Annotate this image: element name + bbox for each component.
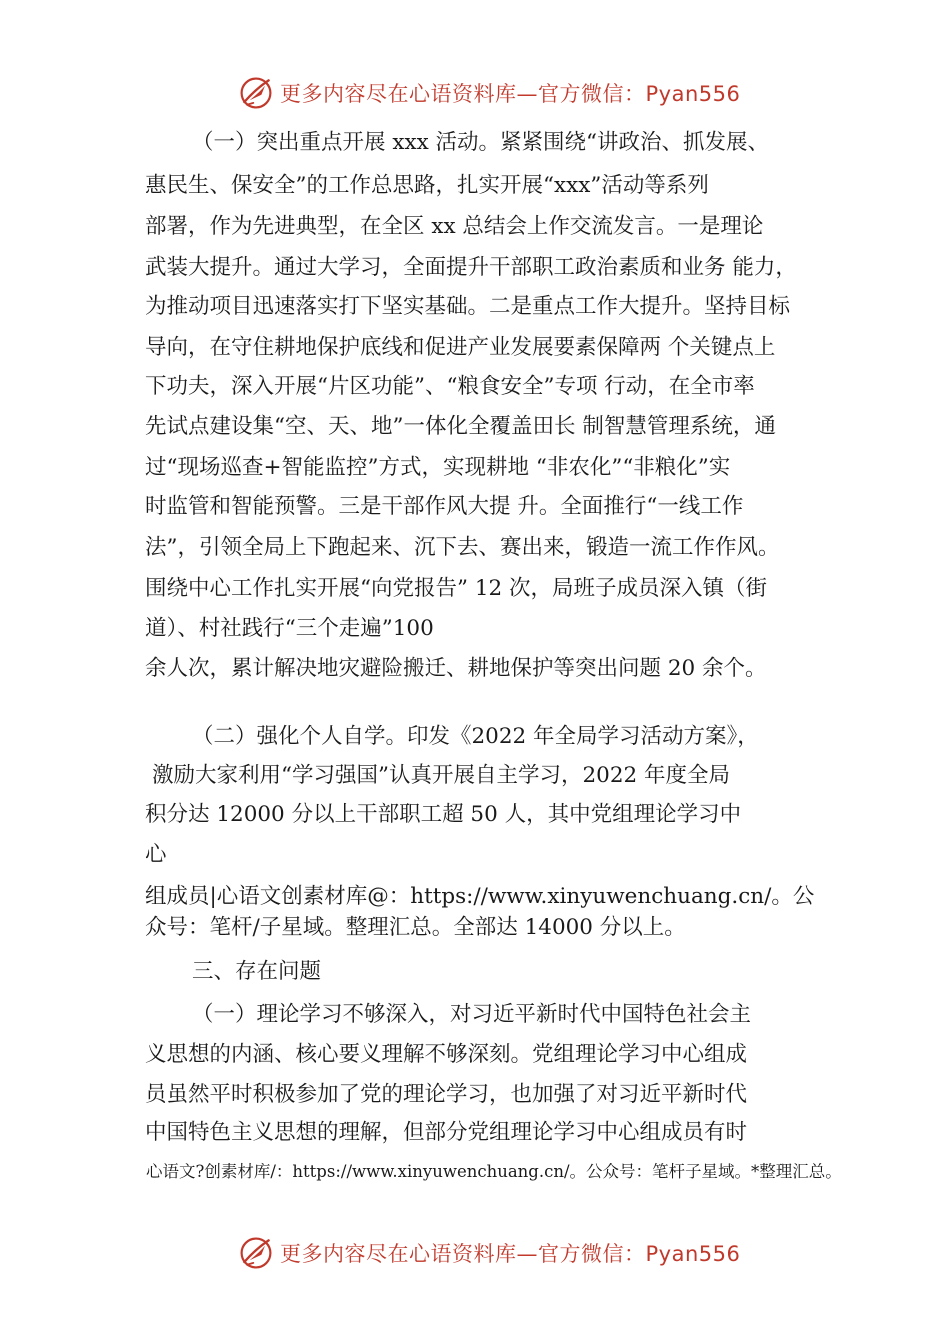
banner-text: 更多内容尽在心语资料库—官方微信：Pyan556	[280, 1242, 741, 1266]
body-line-16: 激励大家利用“学习强国”认真开展自主学习，2022 年度全局	[152, 763, 731, 788]
body-line-1: （一）突出重点开展 xxx 活动。紧紧围绕“讲政治、抓发展、	[192, 130, 770, 155]
body-line-10: 时监管和智能预警。三是干部作风大提 升。全面推行“一线工作	[145, 494, 744, 519]
body-line-7: 下功夫，深入开展“片区功能”、“粮食安全”专项 行动，在全市率	[145, 374, 755, 399]
feather-signature-logo-icon	[238, 75, 274, 111]
body-line-3: 部署，作为先进典型，在全区 xx 总结会上作交流发言。一是理论	[145, 214, 764, 239]
body-line-25: 中国特色主义思想的理解，但部分党组理论学习中心组成员有时	[145, 1120, 748, 1145]
footer-note: 心语文?创素材库/：https://www.xinyuwenchuang.cn/。公众号：笔杆子星域。*整理汇总。	[146, 1162, 842, 1181]
body-line-18: 心	[145, 842, 167, 867]
body-line-11: 法”，引领全局上下跑起来、沉下去、赛出来，锻造一流工作作风。	[145, 535, 780, 560]
body-line-22: （一）理论学习不够深入，对习近平新时代中国特色社会主	[192, 1002, 752, 1027]
body-line-20: 众号：笔杆/子星域。整理汇总。全部达 14000 分以上。	[145, 915, 686, 940]
body-line-15: （二）强化个人自学。印发《2022 年全局学习活动方案》，	[192, 724, 759, 749]
feather-signature-logo-icon	[238, 1235, 274, 1271]
body-line-5: 为推动项目迅速落实打下坚实基础。二是重点工作大提升。坚持目标	[145, 294, 791, 319]
body-line-17: 积分达 12000 分以上干部职工超 50 人，其中党组理论学习中	[145, 802, 742, 827]
body-line-6: 导向，在守住耕地保护底线和促进产业发展要素保障两 个关键点上	[145, 335, 776, 360]
body-line-9: 过“现场巡查+智能监控”方式，实现耕地 “非农化”“非粮化”实	[145, 455, 731, 480]
section-heading-problems: 三、存在问题	[192, 959, 322, 984]
body-line-24: 员虽然平时积极参加了党的理论学习，也加强了对习近平新时代	[145, 1082, 748, 1107]
body-line-12: 围绕中心工作扎实开展“向党报告” 12 次，局班子成员深入镇（街	[145, 576, 768, 601]
body-line-4: 武装大提升。通过大学习，全面提升干部职工政治素质和业务 能力，	[145, 255, 797, 280]
body-line-19: 组成员|心语文创素材库@：https://www.xinyuwenchuang.cn/。公	[145, 884, 815, 909]
banner-text: 更多内容尽在心语资料库—官方微信：Pyan556	[280, 82, 741, 106]
bottom-banner	[0, 1228, 950, 1278]
body-line-23: 义思想的内涵、核心要义理解不够深刻。党组理论学习中心组成	[145, 1042, 748, 1067]
body-line-8: 先试点建设集“空、天、地”一体化全覆盖田长 制智慧管理系统，通	[145, 414, 776, 439]
body-line-14: 余人次，累计解决地灾避险搬迁、耕地保护等突出问题 20 余个。	[145, 656, 767, 681]
body-line-13: 道）、村社践行“三个走遍”100	[145, 616, 434, 641]
top-banner	[0, 68, 950, 118]
body-line-2: 惠民生、保安全”的工作总思路，扎实开展“xxx”活动等系列	[145, 173, 709, 198]
